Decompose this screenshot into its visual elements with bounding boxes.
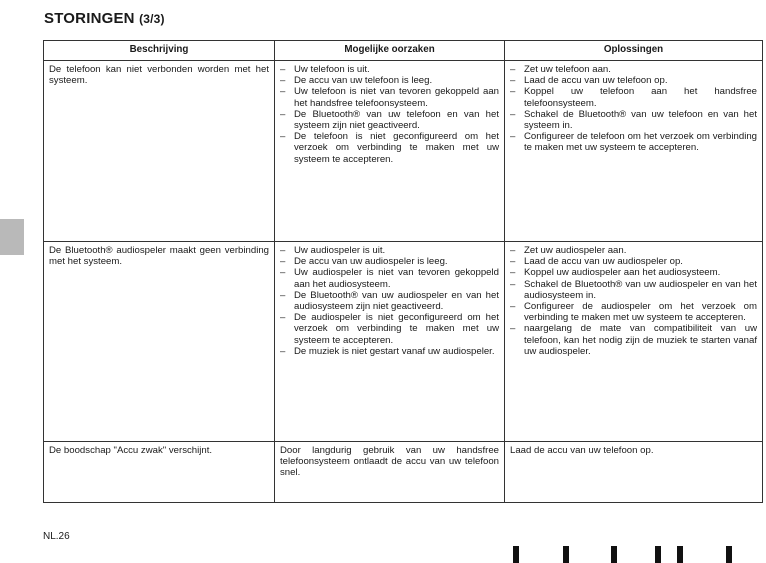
list-item: – De audiospeler is niet geconfigureerd om het verzoek om verbinding te maken met uw systeem te accepteren. [280,312,499,346]
crop-mark [677,546,683,563]
list-item: – Schakel de Bluetooth® van uw telefoon en van het systeem in. [510,109,757,131]
table-header-row [44,41,763,61]
causes-list [280,64,499,165]
list-item: – Configureer de telefoon om het verzoek om verbinding te maken met uw systeem te accepteren. [510,131,757,153]
header-solutions: Oplossingen [505,41,763,61]
page-number: NL.26 [43,531,70,542]
page-title-sub: (3/3) [139,12,165,26]
table-row [44,61,763,242]
causes-list [280,245,499,357]
solutions-list [510,64,757,154]
solutions-list [510,245,757,357]
list-item: – Koppel uw audiospeler aan het audiosysteem. [510,267,757,278]
troubleshooting-table [43,40,763,503]
list-item: – De muziek is niet gestart vanaf uw audiospeler. [280,346,499,357]
table-row [44,442,763,503]
list-item: – Schakel de Bluetooth® van uw audiospeler en van het audiosysteem in. [510,279,757,301]
list-item: – Zet uw telefoon aan. [510,64,757,75]
list-item: – De accu van uw telefoon is leeg. [280,75,499,86]
row-solutions: Laad de accu van uw telefoon op. [505,442,763,503]
row-causes [275,242,505,442]
crop-mark [563,546,569,563]
list-item: – Zet uw audiospeler aan. [510,245,757,256]
row-description: De telefoon kan niet verbonden worden met het systeem. [44,61,275,242]
crop-mark [655,546,661,563]
header-description: Beschrijving [44,41,275,61]
list-item: – Koppel uw telefoon aan het handsfree telefoonsysteem. [510,86,757,108]
list-item: – naargelang de mate van compatibiliteit van uw telefoon, kan het nodig zijn de muziek te starten vanaf uw audiospeler. [510,323,757,357]
list-item: – De telefoon is niet geconfigureerd om het verzoek om verbinding te maken met uw systeem te accepteren. [280,131,499,165]
list-item: – Uw telefoon is uit. [280,64,499,75]
list-item: – De accu van uw audiospeler is leeg. [280,256,499,267]
list-item: – Uw audiospeler is niet van tevoren gekoppeld aan het audiosysteem. [280,267,499,289]
list-item: – Uw telefoon is niet van tevoren gekoppeld aan het handsfree telefoonsysteem. [280,86,499,108]
row-causes [275,61,505,242]
list-item: – Configureer de audiospeler om het verzoek om verbinding te maken met uw systeem te accepteren. [510,301,757,323]
row-solutions [505,61,763,242]
header-causes: Mogelijke oorzaken [275,41,505,61]
crop-mark [513,546,519,563]
list-item: – Uw audiospeler is uit. [280,245,499,256]
row-solutions [505,242,763,442]
row-causes: Door langdurig gebruik van uw handsfree telefoonsysteem ontlaadt de accu van uw telefoon snel. [275,442,505,503]
list-item: – De Bluetooth® van uw telefoon en van het systeem zijn niet geactiveerd. [280,109,499,131]
row-description: De boodschap "Accu zwak" verschijnt. [44,442,275,503]
table-row [44,242,763,442]
page-title-text: STORINGEN [44,10,135,27]
side-tab-marker [0,219,24,255]
list-item: – Laad de accu van uw telefoon op. [510,75,757,86]
row-description: De Bluetooth® audiospeler maakt geen verbinding met het systeem. [44,242,275,442]
list-item: – Laad de accu van uw audiospeler op. [510,256,757,267]
crop-mark [611,546,617,563]
crop-mark [726,546,732,563]
list-item: – De Bluetooth® van uw audiospeler en van het audiosysteem zijn niet geactiveerd. [280,290,499,312]
page-title [44,10,165,27]
